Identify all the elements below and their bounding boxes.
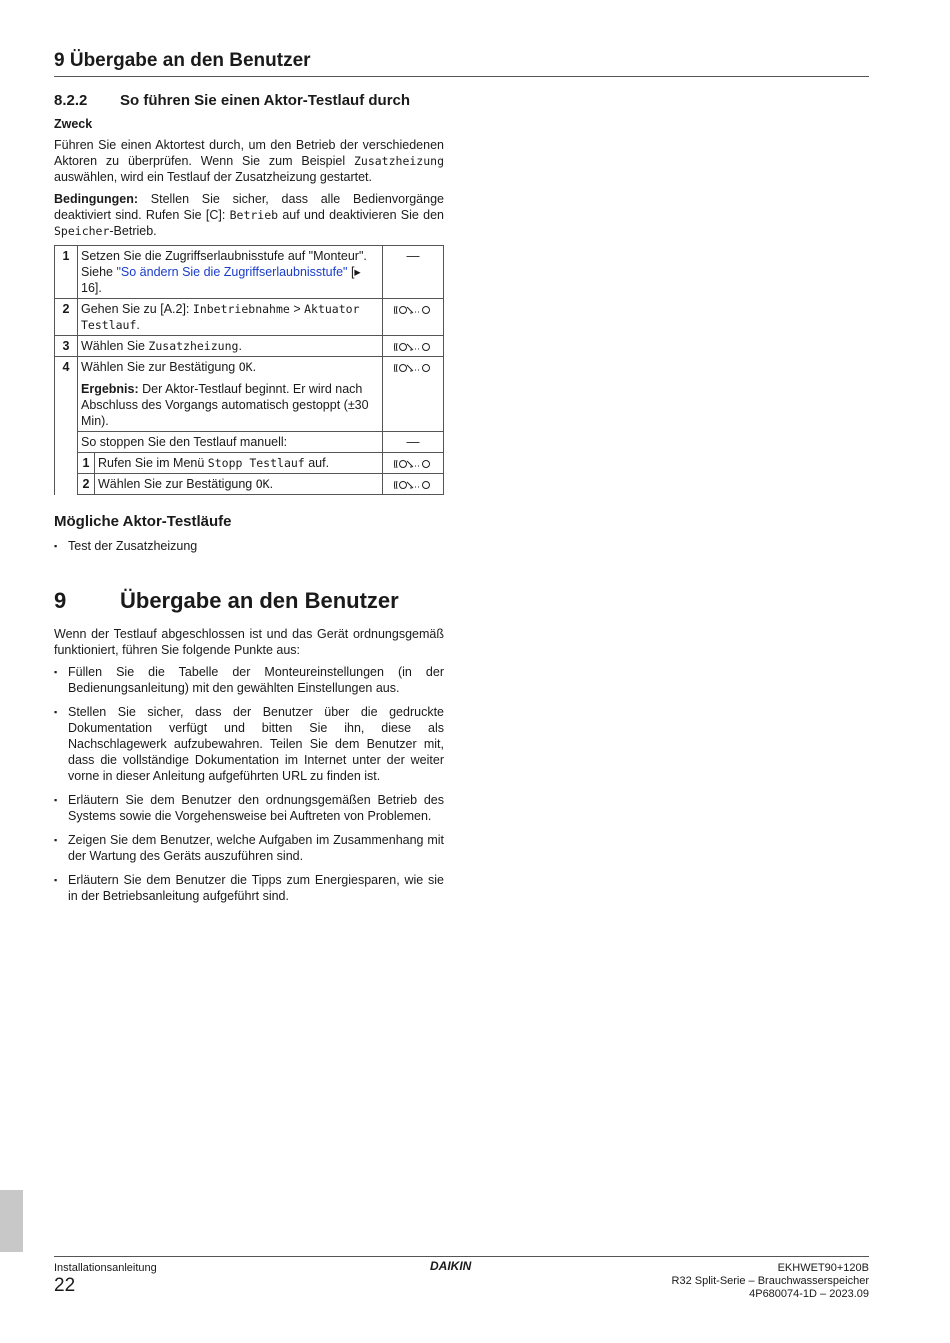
table-row: [55, 453, 444, 474]
page-reference: [▸ 16].: [81, 265, 361, 295]
footer-model: EKHWET90+120B: [777, 1262, 869, 1274]
section-heading-9: [54, 588, 444, 614]
zweck-heading: Zweck: [54, 117, 93, 131]
section-number: 8.2.2: [54, 92, 88, 109]
step-icon-cell: [383, 432, 444, 453]
step-icon-cell: [383, 246, 444, 299]
footer-page-number: 22: [54, 1275, 76, 1296]
ok-code: OK: [238, 360, 253, 374]
moegliche-heading: Mögliche Aktor-Testläufe: [54, 513, 232, 530]
table-row: [55, 336, 444, 357]
step-icon-cell: [383, 336, 444, 357]
list-item: ▪ Füllen Sie die Tabelle der Monteureinstellungen (in der Bedienungsanleitung) mit den gewählten Einstellungen aus.: [54, 664, 444, 696]
substep-number: 1: [78, 453, 95, 474]
dash-icon: —: [406, 248, 420, 263]
step-1-text: Setzen Sie die Zugriffserlaubnisstufe auf "Monteur". Siehe: [81, 249, 367, 279]
section-title: Übergabe an den Benutzer: [120, 588, 399, 613]
step-3-text: Wählen Sie: [81, 339, 145, 353]
step-4-text: Wählen Sie zur Bestätigung: [81, 360, 236, 374]
bedingungen-text-3: -Betrieb.: [109, 224, 157, 238]
footer-series: R32 Split-Serie – Brauchwasserspeicher: [671, 1275, 869, 1287]
table-row: [55, 432, 444, 453]
chapter-side-tab: [0, 1190, 23, 1252]
list-item: ▪ Erläutern Sie dem Benutzer die Tipps zum Energiesparen, wie sie in der Betriebsanleitung aufgeführt sind.: [54, 872, 444, 904]
bedingungen-paragraph: [54, 191, 444, 239]
zweck-code: Zusatzheizung: [353, 154, 444, 168]
step-2-text: Gehen Sie zu [A.2]:: [81, 302, 190, 316]
footer-doc-id: 4P680074-1D – 2023.09: [749, 1288, 869, 1300]
substep-2-text: Wählen Sie zur Bestätigung: [98, 477, 253, 491]
result-text: Der Aktor-Testlauf beginnt. Er wird nach Abschluss des Vorgangs automatisch gestoppt (±30 Min).: [81, 382, 369, 428]
step-number: 1: [55, 246, 78, 299]
controller-dial-icon: [393, 479, 433, 491]
section-title: So führen Sie einen Aktor-Testlauf durch: [120, 92, 411, 109]
menu-code-aktuator: Aktuator Testlauf: [81, 302, 360, 332]
dash-icon: —: [406, 434, 420, 449]
result-label: Ergebnis:: [81, 382, 139, 396]
zweck-paragraph: [54, 137, 444, 185]
substep-text: [95, 474, 383, 495]
bedingungen-text-2: auf und deaktivieren Sie den: [282, 208, 444, 222]
menu-code-zusatzheizung: Zusatzheizung: [148, 339, 239, 353]
menu-code-stopp: Stopp Testlauf: [207, 456, 305, 470]
list-item: ▪ Test der Zusatzheizung: [54, 538, 444, 554]
step-icon-cell: [383, 453, 444, 474]
table-row: [55, 299, 444, 336]
substep-end: .: [269, 477, 274, 491]
footer-divider: [54, 1256, 869, 1257]
step-end: .: [252, 360, 257, 374]
step-end: .: [136, 318, 140, 332]
step-text: [78, 336, 383, 357]
bedingungen-text: Stellen Sie sicher, dass alle Bedienvorgänge deaktiviert sind. Rufen Sie [C]:: [54, 192, 444, 222]
substep-1-text: Rufen Sie im Menü: [98, 456, 205, 470]
step-icon-cell: [383, 299, 444, 336]
menu-separator: >: [293, 302, 301, 316]
substep-number: 2: [78, 474, 95, 495]
footer-doc-type: Installationsanleitung: [54, 1262, 157, 1274]
table-row: [55, 357, 444, 432]
table-row: [55, 474, 444, 495]
list-item: ▪ Erläutern Sie dem Benutzer den ordnungsgemäßen Betrieb des Systems sowie die Vorgehensweise bei Auftreten von Problemen.: [54, 792, 444, 824]
steps-table: [54, 245, 444, 495]
controller-dial-icon: [393, 304, 433, 316]
step-text: [78, 357, 383, 432]
stop-text: So stoppen Sie den Testlauf manuell:: [78, 432, 383, 453]
menu-code-inbetriebnahme: Inbetriebnahme: [192, 302, 290, 316]
substep-end: auf.: [308, 456, 330, 470]
step-number: 3: [55, 336, 78, 357]
step-text: [78, 299, 383, 336]
controller-dial-icon: [393, 458, 433, 470]
page-header-title: 9 Übergabe an den Benutzer: [54, 50, 869, 77]
step-4-line: [81, 359, 379, 375]
zweck-text-end: auswählen, wird ein Testlauf der Zusatzheizung gestartet.: [54, 170, 373, 184]
handover-list: [54, 664, 444, 904]
daikin-logo-icon: [430, 1259, 492, 1273]
section-number: 9: [54, 588, 67, 613]
bedingungen-code-speicher: Speicher: [54, 224, 110, 238]
section-heading-8-2-2: [54, 92, 444, 109]
controller-dial-icon: [393, 341, 433, 353]
table-row: [55, 246, 444, 299]
step-text: [78, 246, 383, 299]
logo-text: DAIKIN: [430, 1259, 472, 1273]
moegliche-list: [54, 538, 444, 554]
step-number: 4: [55, 357, 78, 495]
step-number: 2: [55, 299, 78, 336]
access-level-link[interactable]: "So ändern Sie die Zugriffserlaubnisstufe": [116, 265, 348, 279]
bedingungen-label: Bedingungen:: [54, 192, 139, 206]
footer-right-block: [672, 1262, 869, 1301]
list-item: ▪ Stellen Sie sicher, dass der Benutzer über die gedruckte Dokumentation verfügt und bitten Sie ihn, diese als Nachschlagewerk aufzubewahren. Teilen Sie dem Benutzer mit, dass die vollständige Dokumentation im Internet unter der weiter vorne in dieser Anleitung aufgeführten URL zu finden ist.: [54, 704, 444, 784]
step-icon-cell: [383, 474, 444, 495]
step-icon-cell: [383, 357, 444, 432]
step-end: .: [238, 339, 242, 353]
result-line: [81, 381, 379, 429]
bedingungen-code-betrieb: Betrieb: [229, 208, 279, 222]
substep-text: [95, 453, 383, 474]
ok-code: OK: [255, 477, 270, 491]
main-column: [54, 92, 444, 912]
handover-intro: Wenn der Testlauf abgeschlossen ist und das Gerät ordnungsgemäß funktioniert, führen Sie folgende Punkte aus:: [54, 627, 444, 657]
zweck-text: Führen Sie einen Aktortest durch, um den Betrieb der verschiedenen Aktoren zu überprüfen. Wenn Sie zum Beispiel: [54, 138, 444, 168]
list-item: ▪ Zeigen Sie dem Benutzer, welche Aufgaben im Zusammenhang mit der Wartung des Geräts auszuführen sind.: [54, 832, 444, 864]
controller-dial-icon: [393, 362, 433, 374]
